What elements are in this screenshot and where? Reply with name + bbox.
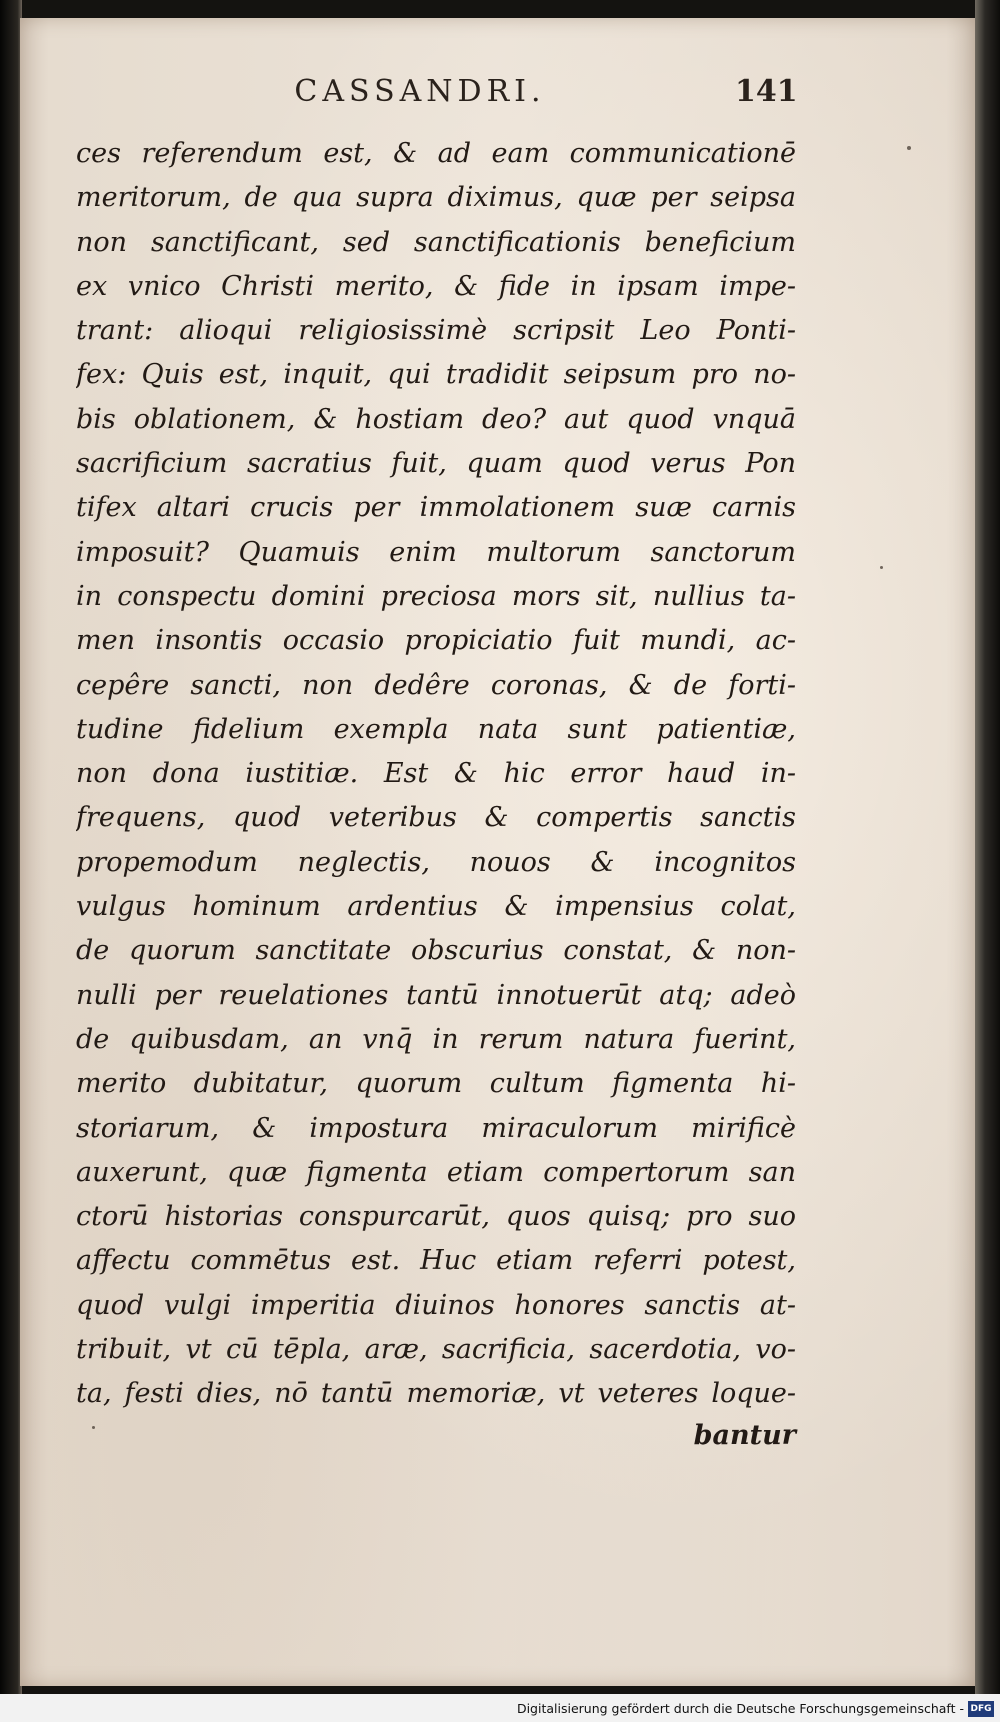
footer-bar <box>0 1694 1000 1722</box>
text-line: ces referendum est, & ad eam communicationē <box>76 138 796 169</box>
text-line: de quibusdam, an vnq̄ in rerum natura fuerint, <box>76 1023 796 1055</box>
text-line: trant: alioqui religiosissimè scripsit Leo Ponti- <box>76 315 796 347</box>
text-line: cepêre sancti, non dedêre coronas, & de forti- <box>76 669 796 701</box>
paper-speck <box>907 146 911 150</box>
running-head: CASSANDRI. <box>294 74 546 109</box>
text-line: men insontis occasio propiciatio fuit mundi, ac- <box>76 625 796 657</box>
text-line: bis oblationem, & hostiam deo? aut quod vnquā <box>76 403 796 435</box>
book-spine-edge <box>0 0 22 1722</box>
text-line: ta, festi dies, nō tantū memoriæ, vt veteres loque- <box>76 1378 796 1410</box>
text-line: merito dubitatur, quorum cultum figmenta hi- <box>76 1068 796 1100</box>
text-line: ex vnico Christi merito, & fide in ipsam impe- <box>76 270 796 302</box>
text-line: nulli per reuelationes tantū innotuerūt atq; adeò <box>76 979 796 1011</box>
funding-credit: Digitalisierung gefördert durch die Deutsche Forschungsgemeinschaft - <box>516 1701 964 1716</box>
text-line: sacrificium sacratius fuit, quam quod verus Pon <box>76 448 796 480</box>
text-line: auxerunt, quæ figmenta etiam compertorum san <box>76 1156 796 1188</box>
text-line: non sanctificant, sed sanctificationis beneficium <box>76 226 796 258</box>
text-line: storiarum, & impostura miraculorum mirificè <box>76 1112 796 1144</box>
book-fore-edge <box>975 0 1000 1722</box>
text-line: fex: Quis est, inquit, qui tradidit seipsum pro no- <box>76 359 796 391</box>
text-line: quod vulgi imperitia diuinos honores sanctis at- <box>76 1289 796 1321</box>
text-line: tifex altari crucis per immolationem suæ carnis <box>76 492 796 524</box>
text-line: ctorū historias conspurcarūt, quos quisq; pro suo <box>76 1201 796 1233</box>
paper-speck <box>92 1426 95 1429</box>
text-line: in conspectu domini preciosa mors sit, nullius ta- <box>76 580 796 612</box>
text-line: tribuit, vt cū tēpla, aræ, sacrificia, sacerdotia, vo- <box>76 1334 796 1366</box>
text-line: meritorum, de qua supra diximus, quæ per seipsa <box>76 182 796 214</box>
book-page <box>20 18 975 1686</box>
text-line: affectu commētus est. Huc etiam referri potest, <box>76 1245 796 1277</box>
dfg-logo[interactable]: DFG <box>968 1701 994 1717</box>
text-line: vulgus hominum ardentius & impensius colat, <box>76 891 796 923</box>
body-text <box>76 132 796 1417</box>
text-line: non dona iustitiæ. Est & hic error haud in- <box>76 758 796 790</box>
text-line: imposuit? Quamuis enim multorum sanctorum <box>76 536 796 568</box>
text-line: frequens, quod veteribus & compertis sanctis <box>76 802 796 834</box>
text-line: propemodum neglectis, nouos & incognitos <box>76 846 796 878</box>
page-number: 141 <box>735 74 798 109</box>
text-line: de quorum sanctitate obscurius constat, & non- <box>76 935 796 967</box>
text-line: tudine fidelium exempla nata sunt patientiæ, <box>76 713 796 745</box>
paper-speck <box>880 566 883 569</box>
catchword: bantur <box>693 1420 796 1451</box>
